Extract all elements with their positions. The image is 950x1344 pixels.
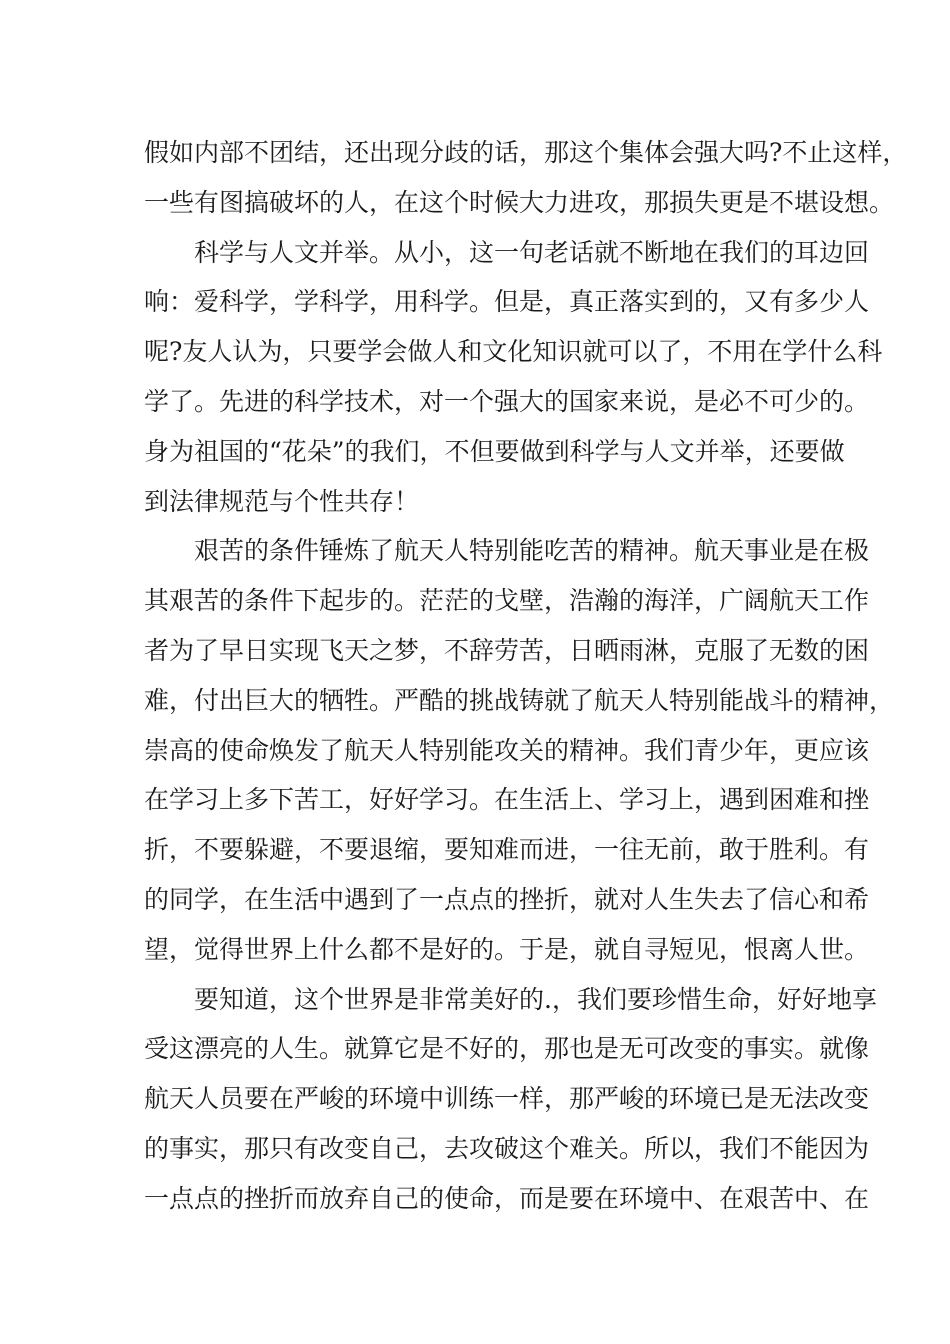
text-line: 要知道，这个世界是非常美好的.，我们要珍惜生命，好好地享 [194, 984, 877, 1014]
text-line: 身为祖国的“花朵”的我们，不但要做到科学与人文并举，还要做 [144, 436, 845, 466]
text-line: 受这漂亮的人生。就算它是不好的，那也是无可改变的事实。就像 [144, 1034, 870, 1064]
text-line: 艰苦的条件锤炼了航天人特别能吃苦的精神。航天事业是在极 [194, 536, 870, 566]
text-line: 学了。先进的科学技术，对一个强大的国家来说，是必不可少的。 [144, 386, 870, 416]
text-line: 呢?友人认为，只要学会做人和文化知识就可以了，不用在学什么科 [144, 337, 883, 367]
text-line: 一些有图搞破坏的人，在这个时候大力进攻，那损失更是不堪设想。 [144, 187, 895, 217]
text-line: 到法律规范与个性共存！ [144, 486, 420, 516]
text-line: 响：爱科学，学科学，用科学。但是，真正落实到的，又有多少人 [144, 287, 870, 317]
text-line: 望，觉得世界上什么都不是好的。于是，就自寻短见，恨离人世。 [144, 934, 870, 964]
text-line: 一点点的挫折而放弃自己的使命，而是要在环境中、在艰苦中、在 [144, 1183, 870, 1213]
text-line: 崇高的使命焕发了航天人特别能攻关的精神。我们青少年，更应该 [144, 735, 870, 765]
text-line: 的事实，那只有改变自己，去攻破这个难关。所以，我们不能因为 [144, 1133, 870, 1163]
text-line: 折，不要躲避，不要退缩，要知难而进，一往无前，敢于胜利。有 [144, 835, 870, 865]
text-line: 其艰苦的条件下起步的。茫茫的戈壁，浩瀚的海洋，广阔航天工作 [144, 586, 870, 616]
text-line: 在学习上多下苦工，好好学习。在生活上、学习上，遇到困难和挫 [144, 785, 870, 815]
text-line: 航天人员要在严峻的环境中训练一样，那严峻的环境已是无法改变 [144, 1084, 870, 1114]
text-line: 的同学，在生活中遇到了一点点的挫折，就对人生失去了信心和希 [144, 884, 870, 914]
text-line: 科学与人文并举。从小，这一句老话就不断地在我们的耳边回 [194, 237, 870, 267]
document-body [144, 128, 908, 1224]
text-line: 假如内部不团结，还出现分歧的话，那这个集体会强大吗?不止这样， [144, 138, 908, 167]
text-line: 者为了早日实现飞天之梦，不辞劳苦，日晒雨淋，克服了无数的困 [144, 635, 870, 665]
text-line: 难，付出巨大的牺牲。严酷的挑战铸就了航天人特别能战斗的精神， [144, 685, 895, 715]
